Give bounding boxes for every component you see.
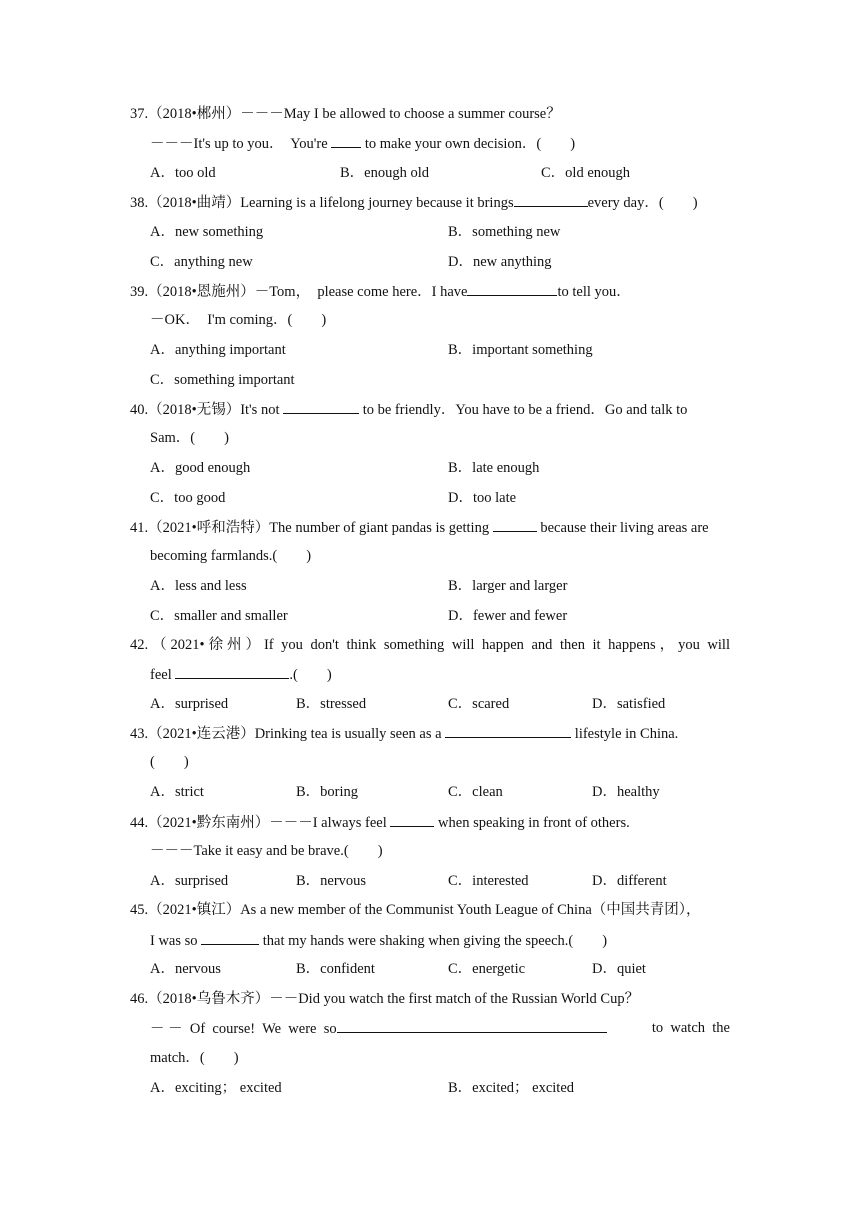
- question-39-text-a: 39.（2018•恩施州）－Tom， please come here．I have: [130, 284, 468, 300]
- option-c[interactable]: C．something important: [150, 372, 295, 388]
- option-b[interactable]: B．nervous: [296, 873, 367, 889]
- option-d[interactable]: D．too late: [448, 490, 517, 506]
- option-a[interactable]: A．good enough: [150, 460, 251, 476]
- answer-blank[interactable]: [467, 281, 557, 296]
- question-37-text-a: －－－It's up to you． You're: [150, 136, 332, 152]
- option-a[interactable]: A．surprised: [150, 873, 229, 889]
- answer-blank[interactable]: [337, 1018, 607, 1033]
- question-43-line-2: ( ): [150, 754, 189, 770]
- option-d[interactable]: D．different: [592, 873, 667, 889]
- option-a[interactable]: A．strict: [150, 784, 204, 800]
- answer-blank[interactable]: [175, 664, 289, 679]
- question-44-text-a: 44.（2021•黔东南州）－－－I always feel: [130, 815, 391, 831]
- question-46-line-3: match．( ): [150, 1050, 239, 1066]
- question-38-text-a: 38.（2018•曲靖）Learning is a lifelong journey because it brings: [130, 195, 514, 211]
- question-42-text-b: .( ): [289, 667, 332, 683]
- question-42-text-a: feel: [150, 667, 176, 683]
- question-41-stem: [130, 517, 730, 537]
- answer-blank[interactable]: [493, 517, 537, 532]
- question-39-line-2: －OK． I'm coming．( ): [150, 312, 327, 328]
- option-d[interactable]: D．new anything: [448, 254, 552, 270]
- question-37-line-2: [150, 133, 730, 153]
- answer-blank[interactable]: [331, 133, 361, 148]
- option-b[interactable]: B．something new: [448, 224, 561, 240]
- option-b[interactable]: B．late enough: [448, 460, 540, 476]
- question-44-line-2: －－－Take it easy and be brave.( ): [150, 843, 383, 859]
- option-b[interactable]: B．confident: [296, 961, 375, 977]
- question-45-line-2: [150, 930, 730, 950]
- question-42-line-2: [150, 664, 730, 684]
- question-45-text-a: I was so: [150, 933, 202, 949]
- question-46-stem: 46.（2018•乌鲁木齐）－－Did you watch the first match of the Russian World Cup？: [130, 991, 640, 1007]
- question-45-text-b: that my hands were shaking when giving the speech.( ): [259, 933, 608, 949]
- option-c[interactable]: C．smaller and smaller: [150, 608, 288, 624]
- question-46-text-a: － － Of course! We were so: [150, 1021, 337, 1037]
- question-45-stem: 45.（2021•镇江）As a new member of the Communist Youth League of China（中国共青团），: [130, 902, 701, 918]
- option-a[interactable]: A．anything important: [150, 342, 286, 358]
- option-b[interactable]: B．important something: [448, 342, 593, 358]
- question-41-line-2: becoming farmlands.( ): [150, 548, 312, 564]
- question-40-stem: [130, 399, 730, 419]
- option-b[interactable]: B．boring: [296, 784, 359, 800]
- option-c[interactable]: C．interested: [448, 873, 529, 889]
- answer-blank[interactable]: [201, 930, 259, 945]
- option-d[interactable]: D．quiet: [592, 961, 646, 977]
- question-41-text-a: 41.（2021•呼和浩特）The number of giant pandas is getting: [130, 520, 493, 536]
- answer-blank[interactable]: [283, 399, 359, 414]
- option-a[interactable]: A．exciting； excited: [150, 1080, 282, 1096]
- question-46-line-2: [150, 1018, 730, 1038]
- question-46-text-b: to watch the: [651, 1020, 730, 1036]
- option-a[interactable]: A．nervous: [150, 961, 221, 977]
- answer-blank[interactable]: [390, 812, 434, 827]
- question-40-text-b: to be friendly．You have to be a friend．Go and talk to: [359, 402, 688, 418]
- question-37-text-b: to make your own decision．( ): [361, 136, 576, 152]
- option-c[interactable]: C．energetic: [448, 961, 526, 977]
- option-b[interactable]: B．excited； excited: [448, 1080, 575, 1096]
- answer-blank[interactable]: [514, 192, 588, 207]
- question-39-stem: [130, 281, 730, 301]
- option-d[interactable]: D．healthy: [592, 784, 660, 800]
- option-c[interactable]: C．old enough: [541, 165, 631, 181]
- option-a[interactable]: A．surprised: [150, 696, 229, 712]
- option-a[interactable]: A．too old: [150, 165, 216, 181]
- question-37-stem: 37.（2018•郴州）－－－May I be allowed to choose a summer course？: [130, 106, 561, 122]
- question-38-text-b: every day．( ): [587, 195, 698, 211]
- option-a[interactable]: A．new something: [150, 224, 264, 240]
- option-c[interactable]: C．too good: [150, 490, 226, 506]
- option-d[interactable]: D．fewer and fewer: [448, 608, 568, 624]
- question-44-stem: [130, 812, 730, 832]
- question-43-text-a: 43.（2021•连云港）Drinking tea is usually seen as a: [130, 726, 446, 742]
- option-a[interactable]: A．less and less: [150, 578, 247, 594]
- question-39-text-b: to tell you．: [557, 284, 631, 300]
- option-c[interactable]: C．scared: [448, 696, 510, 712]
- option-b[interactable]: B．larger and larger: [448, 578, 568, 594]
- question-43-stem: [130, 723, 730, 743]
- option-b[interactable]: B．stressed: [296, 696, 367, 712]
- answer-blank[interactable]: [445, 723, 571, 738]
- option-b[interactable]: B．enough old: [340, 165, 430, 181]
- option-c[interactable]: C．anything new: [150, 254, 253, 270]
- option-d[interactable]: D．satisfied: [592, 696, 666, 712]
- question-40-line-2: Sam．( ): [150, 430, 229, 446]
- question-40-text-a: 40.（2018•无锡）It's not: [130, 402, 284, 418]
- question-43-text-b: lifestyle in China.: [571, 726, 679, 742]
- question-41-text-b: because their living areas are: [536, 520, 709, 536]
- question-42-stem: 42.（2021•徐州）If you don't think something will happen and then it happens，you will: [130, 637, 730, 653]
- option-c[interactable]: C．clean: [448, 784, 503, 800]
- question-44-text-b: when speaking in front of others.: [434, 815, 630, 831]
- question-38-stem: [130, 192, 730, 212]
